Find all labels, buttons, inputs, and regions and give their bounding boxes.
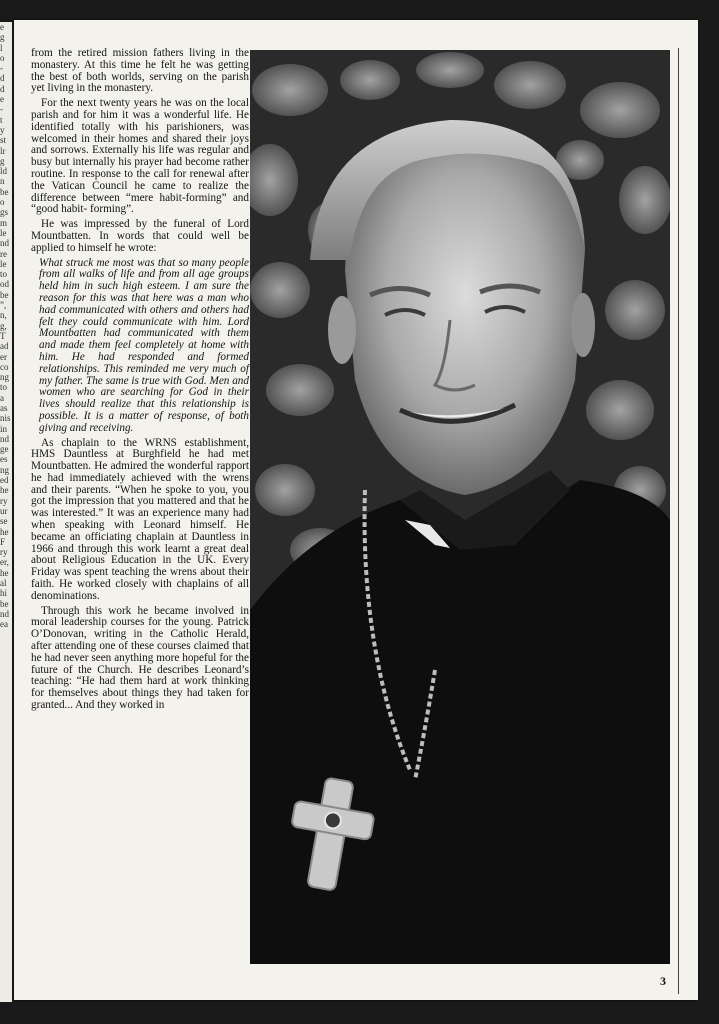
previous-page-fragment: lr [0,145,6,156]
previous-page-fragment: l [0,42,3,53]
portrait-photo [250,50,670,964]
block-quote: What struck me most was that so many people from all walks of life and from all age groups held him in such high esteem. I am sure the reason for this was that here was a man who had communicated with others and others had felt they could communicate with him. Lord Mountbatten had communicated with them and made them feel completely at home with him. He had responded and formed relationships. This reminded me very much of my father. The same is true with God. Men and women who are searching for God in their lives should realize that this relationship is possible. It is a matter of response, of both giving and receiving. [39,256,249,434]
previous-page-fragment: a [0,392,4,403]
previous-page-fragment: he [0,567,9,578]
previous-page-fragment: g, [0,320,7,331]
previous-page-fragment: le [0,227,7,238]
previous-page-fragment: - [0,63,3,74]
previous-page-fragment: be [0,598,9,609]
previous-page-fragment: er [0,351,7,362]
previous-page-fragment: st [0,135,7,146]
previous-page-edge [0,22,12,1002]
previous-page-fragment: o [0,197,5,208]
previous-page-fragment: o [0,52,5,63]
priest-portrait-image [250,50,670,964]
previous-page-fragment: - [0,104,3,115]
previous-page-fragment: be [0,289,9,300]
previous-page-fragment: y [0,124,5,135]
previous-page-fragment: e [0,94,4,105]
previous-page-fragment: gs [0,207,9,218]
article-column [31,48,249,715]
previous-page-fragment: ry [0,547,8,558]
previous-page-fragment: to [0,269,8,280]
previous-page-fragment: g [0,32,5,43]
previous-page-fragment: in [0,423,8,434]
previous-page-fragment: ed [0,475,9,486]
previous-page-fragment: hi [0,588,8,599]
previous-page-fragment: ng [0,372,9,383]
previous-page-fragment: n, [0,310,7,321]
previous-page-fragment: nd [0,433,9,444]
previous-page-fragment: al [0,578,7,589]
previous-page-fragment: d [0,73,5,84]
previous-page-fragment: ea [0,619,8,630]
article-paragraph: For the next twenty years he was on the local parish and for him it was a wonderful life. He identified totally with his parishioners, was welcomed in their homes and shared their joys and sorrows. Externally his life was regular and busy but internally his prayer had become rather routine. In response to the call for renewal after the Vatican Council he came to realize the difference between “mere habit-forming” and “good habit- forming”. [31,97,249,216]
previous-page-fragment: e [0,22,4,32]
previous-page-fragment: he [0,526,9,537]
previous-page-fragment: ry [0,495,8,506]
previous-page-fragment: od [0,279,9,290]
previous-page-fragment: ad [0,341,9,352]
previous-page-fragment: ng [0,464,9,475]
previous-page-fragment: to [0,382,8,393]
previous-page-fragment: ge [0,444,9,455]
previous-page-fragment: es [0,454,8,465]
article-paragraph: Through this work he became involved in moral leadership courses for the young. Patrick O’Donovan, writing in the Catholic Herald, after attending one of these courses claimed that he had never seen anything more hopeful for the future of the Church. He describes Leonard’s teaching: “He had them hard at work thinking for themselves about things they had taken for granted... And they worked in [31,604,249,712]
previous-page-fragment: nd [0,238,9,249]
previous-page-fragment: ”, [0,300,7,311]
previous-page-fragment: nd [0,608,9,619]
previous-page-fragment: d [0,83,5,94]
article-paragraph: He was impressed by the funeral of Lord Mountbatten. In words that could well be applied to himself he wrote: [31,218,249,254]
previous-page-fragment: re [0,248,7,259]
previous-page-fragment: n [0,176,5,187]
magazine-page [14,20,698,1000]
previous-page-fragment: ur [0,505,8,516]
previous-page-fragment: F [0,536,6,547]
previous-page-fragment: he [0,485,9,496]
article-paragraph: from the retired mission fathers living in the monastery. At this time he felt he was getting the best of both worlds, serving on the parish yet living in the monastery. [31,47,249,95]
article-paragraph: As chaplain to the WRNS establishment, HMS Dauntless at Burghfield he had met Mountbatten. He admired the wonderful rapport he had immediately achieved with the wrens and their parents. “When he spoke to you, you got the impression that you mattered and that he was interested.” It was an experience many had when speaking with Leonard himself. He became an officiating chaplain at Dauntless in 1966 and through this work learnt a great deal about Religious Education in the UK. Every Friday was spent teaching the wrens about their faith. He worked closely with chaplains of all denominations. [31,436,249,602]
previous-page-fragment: as [0,402,8,413]
previous-page-fragment: be [0,186,9,197]
right-margin-rule [678,48,679,994]
previous-page-fragment: nis [0,413,11,424]
previous-page-fragment: co [0,361,9,372]
previous-page-fragment: le [0,258,7,269]
previous-page-fragment: er, [0,557,9,568]
previous-page-fragment: m [0,217,8,228]
previous-page-fragment: T [0,330,6,341]
previous-page-fragment: g [0,155,5,166]
page-number: 3 [660,974,666,988]
previous-page-fragment: ld [0,166,8,177]
previous-page-fragment: t [0,114,3,125]
previous-page-fragment: se [0,516,8,527]
